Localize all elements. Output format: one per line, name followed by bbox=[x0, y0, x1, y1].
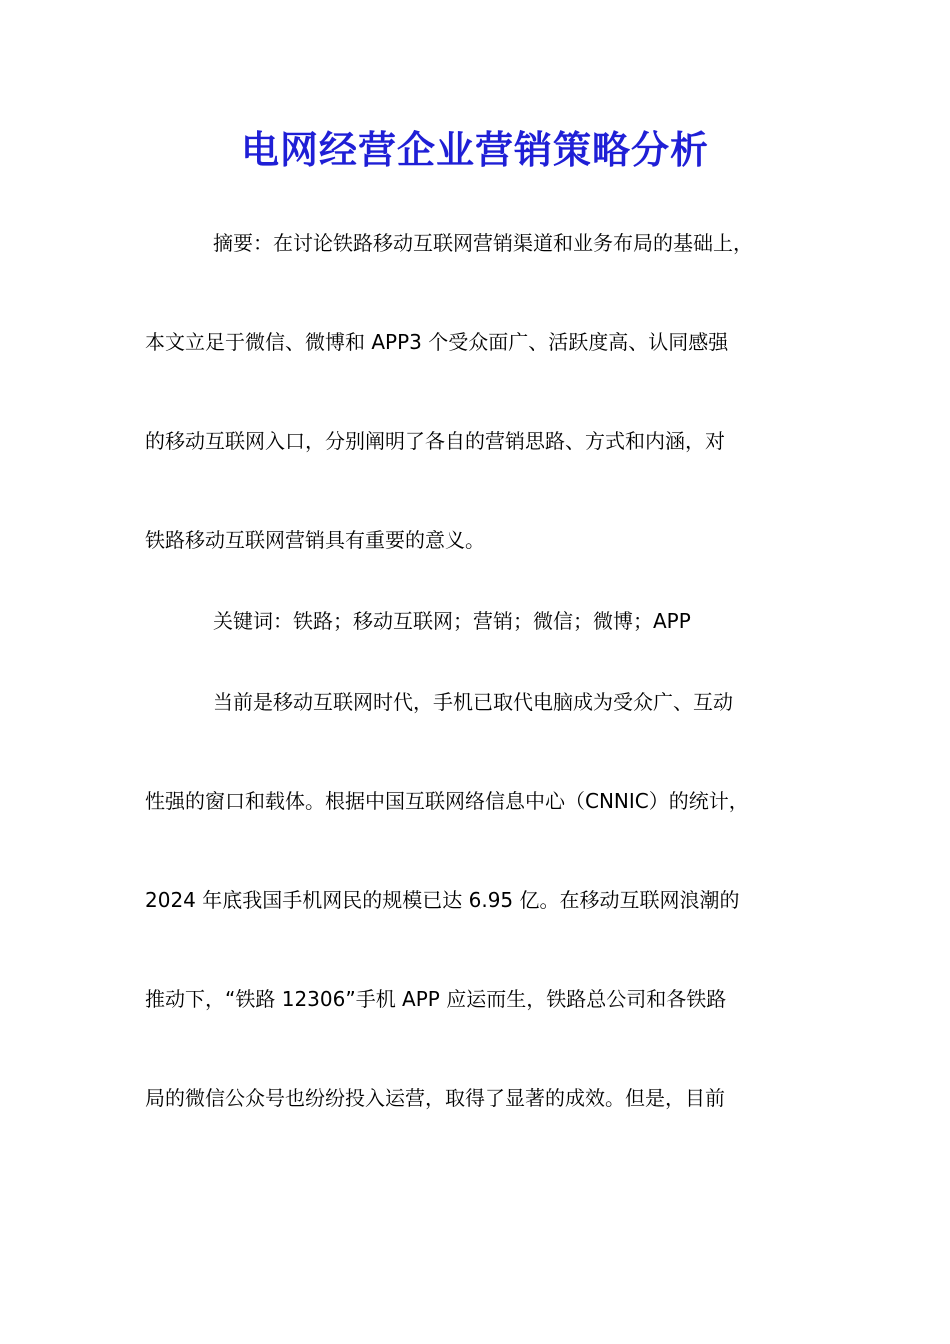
body-line-2: 性强的窗口和载体。根据中国互联网络信息中心（CNNIC）的统计， bbox=[145, 789, 749, 813]
abstract-line-1: 摘要：在讨论铁路移动互联网营销渠道和业务布局的基础上， bbox=[213, 231, 753, 255]
body-line-4: 推动下，“铁路 12306”手机 APP 应运而生，铁路总公司和各铁路 bbox=[145, 987, 727, 1011]
abstract-line-4: 铁路移动互联网营销具有重要的意义。 bbox=[145, 528, 485, 552]
body-line-5: 局的微信公众号也纷纷投入运营，取得了显著的成效。但是，目前 bbox=[145, 1086, 725, 1110]
document-title: 电网经营企业营销策略分析 bbox=[240, 127, 709, 172]
body-line-1: 当前是移动互联网时代，手机已取代电脑成为受众广、互动 bbox=[213, 690, 733, 714]
abstract-line-3: 的移动互联网入口，分别阐明了各自的营销思路、方式和内涵，对 bbox=[145, 429, 725, 453]
keywords-line: 关键词：铁路；移动互联网；营销；微信；微博；APP bbox=[213, 609, 691, 633]
body-line-3: 2024 年底我国手机网民的规模已达 6.95 亿。在移动互联网浪潮的 bbox=[145, 888, 740, 912]
abstract-line-2: 本文立足于微信、微博和 APP3 个受众面广、活跃度高、认同感强 bbox=[145, 330, 729, 354]
